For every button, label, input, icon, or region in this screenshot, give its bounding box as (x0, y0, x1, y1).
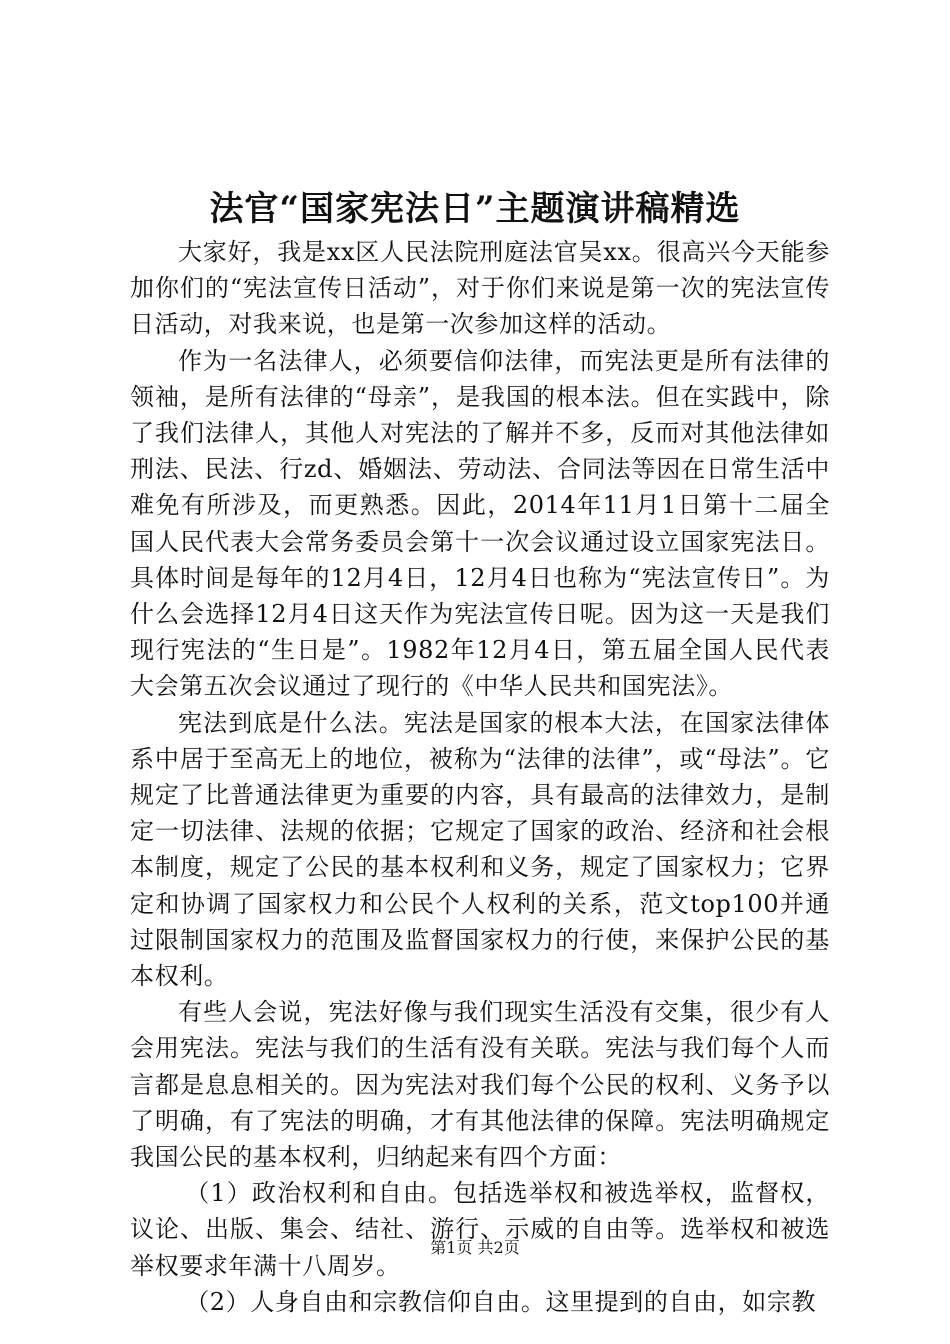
paragraph-item-2: （2）人身自由和宗教信仰自由。这里提到的自由，如宗教 (185, 1287, 817, 1316)
paragraph-what-is-constitution: 宪法到底是什么法。宪法是国家的根本大法，在国家法律体系中居于至高无上的地位，被称为“法律的法律”，或“母法”。它规定了比普通法律更为重要的内容，具有最高的法律效力，是制定一切法律、法规的依据；它规定了国家的政治、经济和社会根本制度，规定了公民的基本权利和义务，规定了国家权力；它界定和协调了国家权力和公民个人权利的关系，范文top100并通过限制国家权力的范围及监督国家权力的行使，来保护公民的基本权利。 (130, 708, 830, 991)
paragraph-item-1: （1）政治权利和自由。包括选举权和被选举权，监督权，议论、出版、集会、结社、游行、示威的自由等。选举权和被选举权要求年满十八周岁。 (130, 1179, 830, 1280)
paragraph-constitution-day: 作为一名法律人，必须要信仰法律，而宪法更是所有法律的领袖，是所有法律的“母亲”，是我国的根本法。但在实践中，除了我们法律人，其他人对宪法的了解并不多，反而对其他法律如刑法、民法、行zd、婚姻法、劳动法、合同法等因在日常生活中难免有所涉及，而更熟悉。因此，2014年11月1日第十二届全国人民代表大会常务委员会第十一次会议通过设立国家宪法日。具体时间是每年的12月4日，12月4日也称为“宪法宣传日”。为什么会选择12月4日这天作为宪法宣传日呢。因为这一天是我们现行宪法的“生日是”。1982年12月4日，第五届全国人民代表大会第五次会议通过了现行的《中华人民共和国宪法》。 (130, 346, 830, 701)
paragraph-greeting: 大家好，我是xx区人民法院刑庭法官吴xx。很高兴今天能参加你们的“宪法宣传日活动”，对于你们来说是第一次的宪法宣传日活动，对我来说，也是第一次参加这样的活动。 (130, 238, 830, 339)
document-body (130, 234, 830, 1320)
paragraph-relevance: 有些人会说，宪法好像与我们现实生活没有交集，很少有人会用宪法。宪法与我们的生活有没有关联。宪法与我们每个人而言都是息息相关的。因为宪法对我们每个公民的权利、义务予以了明确，有了宪法的明确，才有其他法律的保障。宪法明确规定我国公民的基本权利，归纳起来有四个方面： (130, 998, 830, 1172)
page-number-footer: 第1页 共2页 (430, 1238, 520, 1257)
document-title: 法官“国家宪法日”主题演讲稿精选 (209, 189, 741, 229)
